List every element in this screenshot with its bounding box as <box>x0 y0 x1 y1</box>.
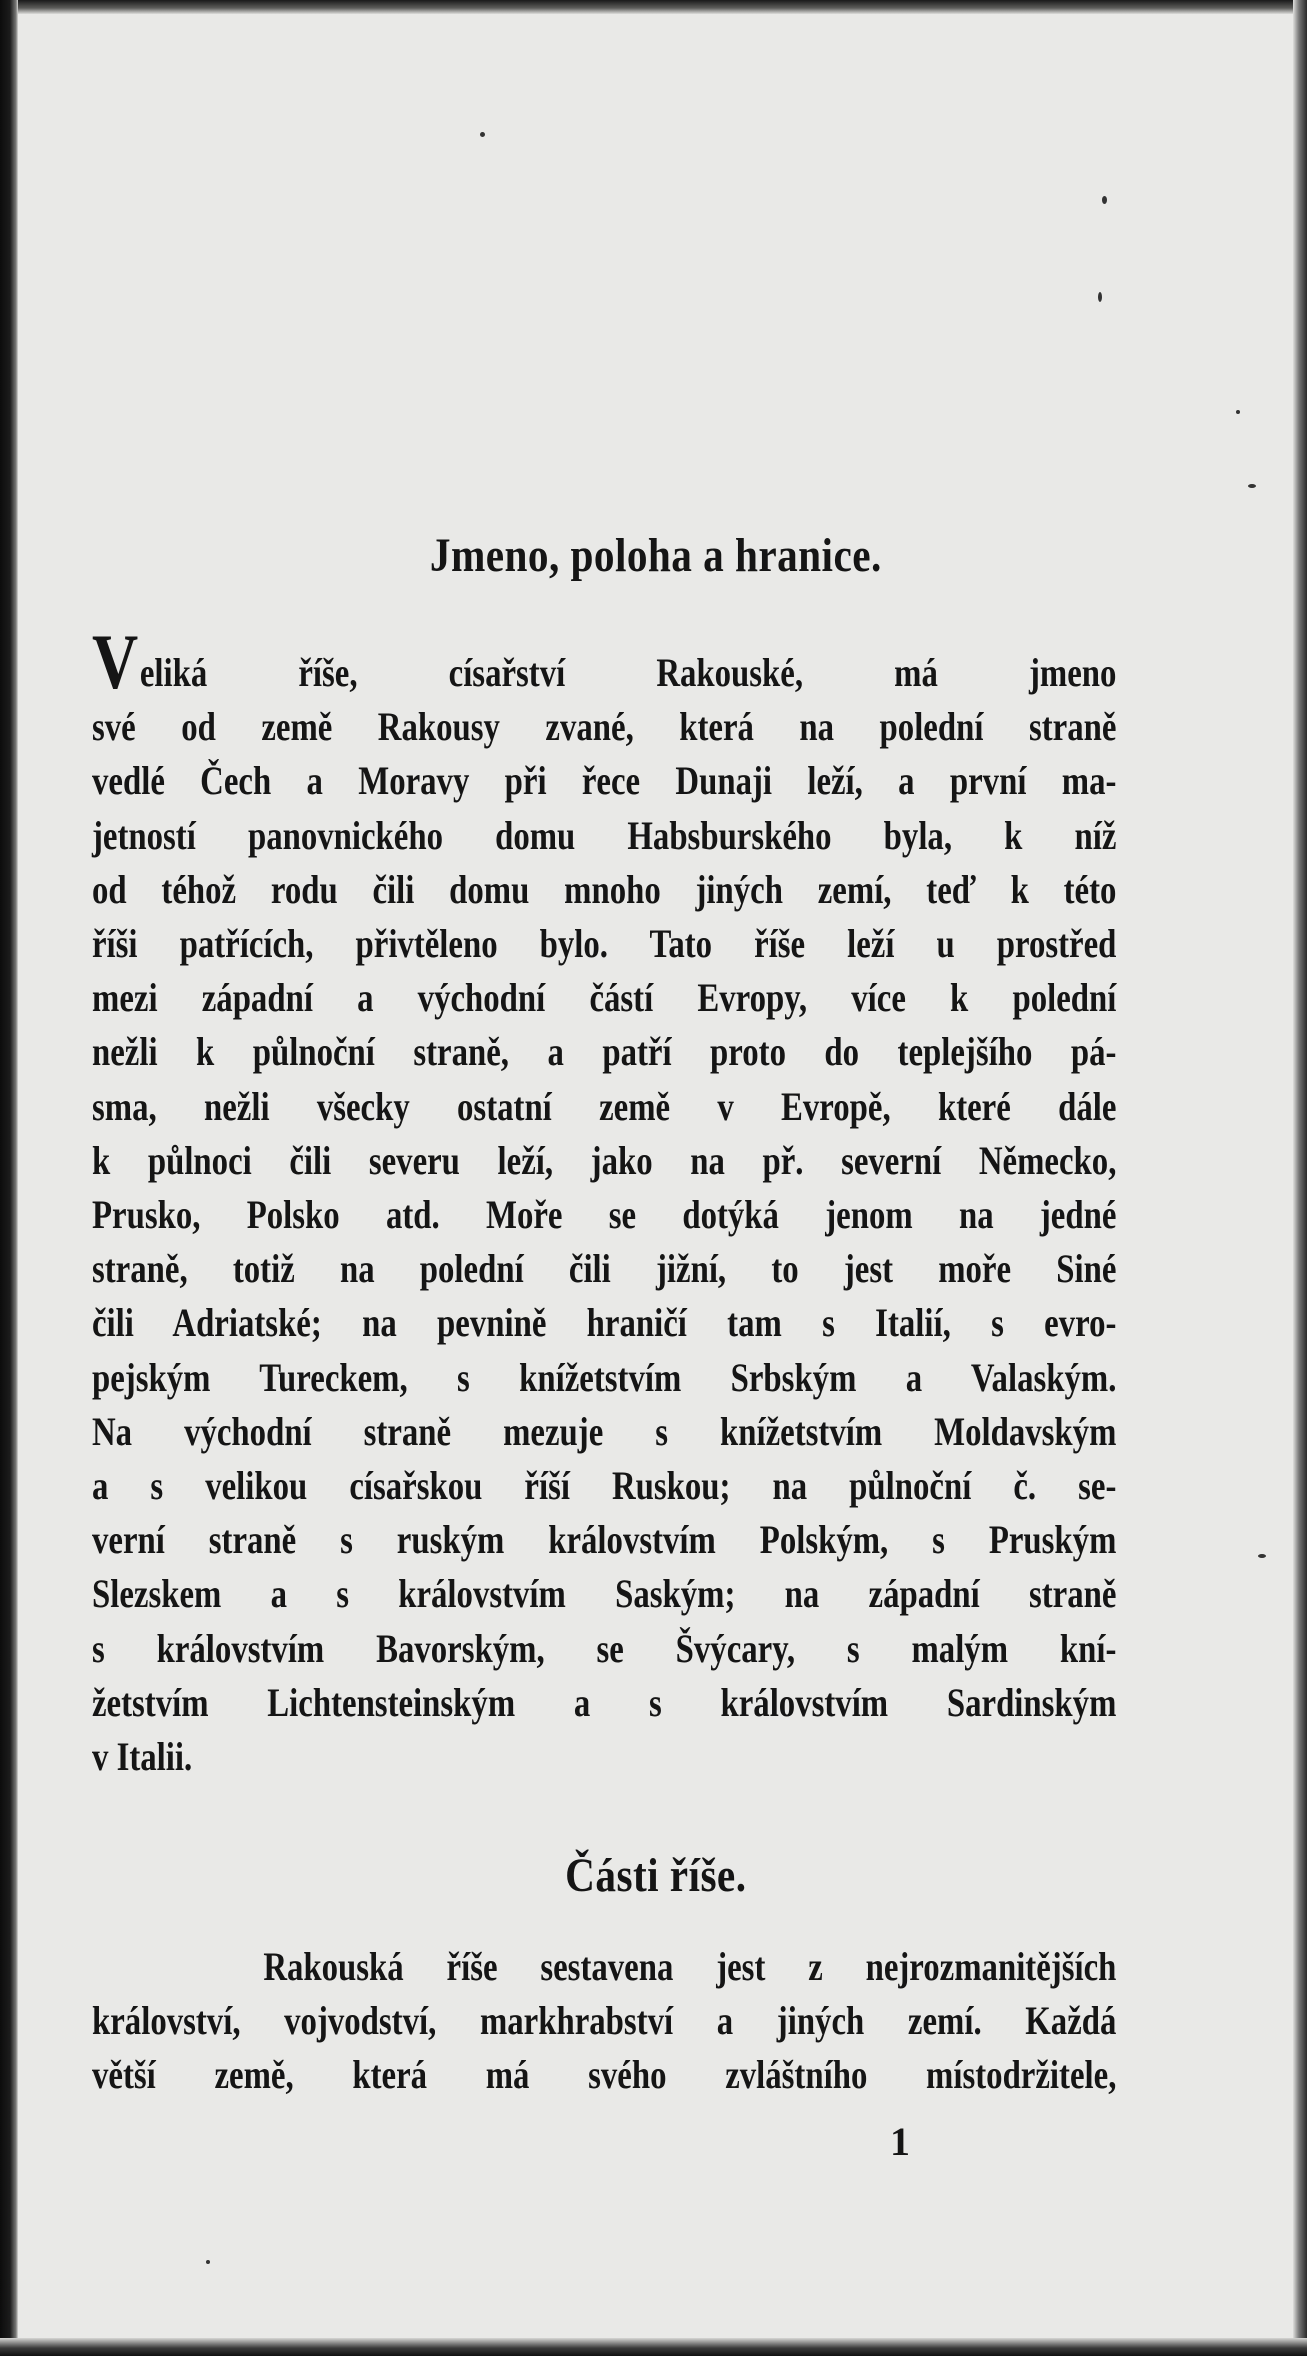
text-line: Veliká říše, císařství Rakouské, má jmeno <box>92 618 1117 705</box>
scan-speck <box>206 2260 210 2264</box>
text-line: nežli k půlnoční straně, a patří proto do teplejšího pá- <box>92 1029 1117 1075</box>
scan-edge-right <box>1293 0 1307 2356</box>
scan-edge-left <box>0 0 18 2356</box>
text-line: Rakouská říše sestavena jest z nejrozmanitějších <box>92 1944 1117 1989</box>
scan-speck <box>1236 410 1240 414</box>
text-line: Slezskem a s královstvím Saským; na západní straně <box>92 1571 1117 1617</box>
text-line: sma, nežli všecky ostatní země v Evropě, které dále <box>92 1083 1117 1129</box>
text-line: a s velikou císařskou říší Ruskou; na půlnoční č. se- <box>92 1463 1117 1509</box>
scan-edge-bottom <box>0 2338 1307 2356</box>
text-line: říši patřících, přivtěleno bylo. Tato říše leží u prostřed <box>92 921 1117 967</box>
text-line: v Italii. <box>92 1734 193 1780</box>
section-heading-name-location-borders: Jmeno, poloha a hranice. <box>429 529 882 582</box>
text-line: království, vojvodství, markhrabství a jiných zemí. Každá <box>92 1998 1117 2044</box>
text-line: k půlnoci čili severu leží, jako na př. severní Německo, <box>92 1137 1117 1183</box>
text-line: pejským Tureckem, s knížetstvím Srbským a Valaským. <box>92 1354 1117 1400</box>
text-line: vedlé Čech a Moravy při řece Dunaji leží, a první ma- <box>92 758 1117 804</box>
text-line: žetstvím Lichtensteinským a s královstvím Sardinským <box>92 1679 1117 1725</box>
text-line: čili Adriatské; na pevnině hraničí tam s Italií, s evro- <box>92 1300 1117 1346</box>
scan-speck <box>480 132 485 137</box>
section-heading-parts-of-empire: Části říše. <box>565 1849 747 1902</box>
text-line: od téhož rodu čili domu mnoho jiných zemí, teď k této <box>92 866 1117 912</box>
drop-cap: V <box>92 618 139 705</box>
text-line: větší země, která má svého zvláštního místodržitele, <box>92 2052 1117 2098</box>
scan-speck <box>1098 292 1102 302</box>
text-line: Prusko, Polsko atd. Moře se dotýká jenom na jedné <box>92 1192 1117 1238</box>
scan-speck <box>1248 484 1256 488</box>
scan-edge-top <box>0 0 1307 14</box>
scan-speck <box>1102 196 1107 204</box>
page-number: 1 <box>890 2119 910 2164</box>
text-line: verní straně s ruským královstvím Polským, s Pruským <box>92 1517 1117 1563</box>
text-line: Na východní straně mezuje s knížetstvím Moldavským <box>92 1408 1117 1454</box>
text-line: straně, totiž na polední čili jižní, to jest moře Siné <box>92 1246 1117 1292</box>
text-line: mezi západní a východní částí Evropy, více k polední <box>92 975 1117 1021</box>
paragraph-2 <box>92 1940 1116 2103</box>
text-line: s královstvím Bavorským, se Švýcary, s malým kní- <box>92 1625 1117 1671</box>
paragraph-1 <box>92 618 1117 1784</box>
text-line: jetností panovnického domu Habsburského byla, k níž <box>92 812 1117 858</box>
text-line: své od země Rakousy zvané, která na polední straně <box>92 704 1117 750</box>
scan-speck <box>1258 1554 1266 1558</box>
